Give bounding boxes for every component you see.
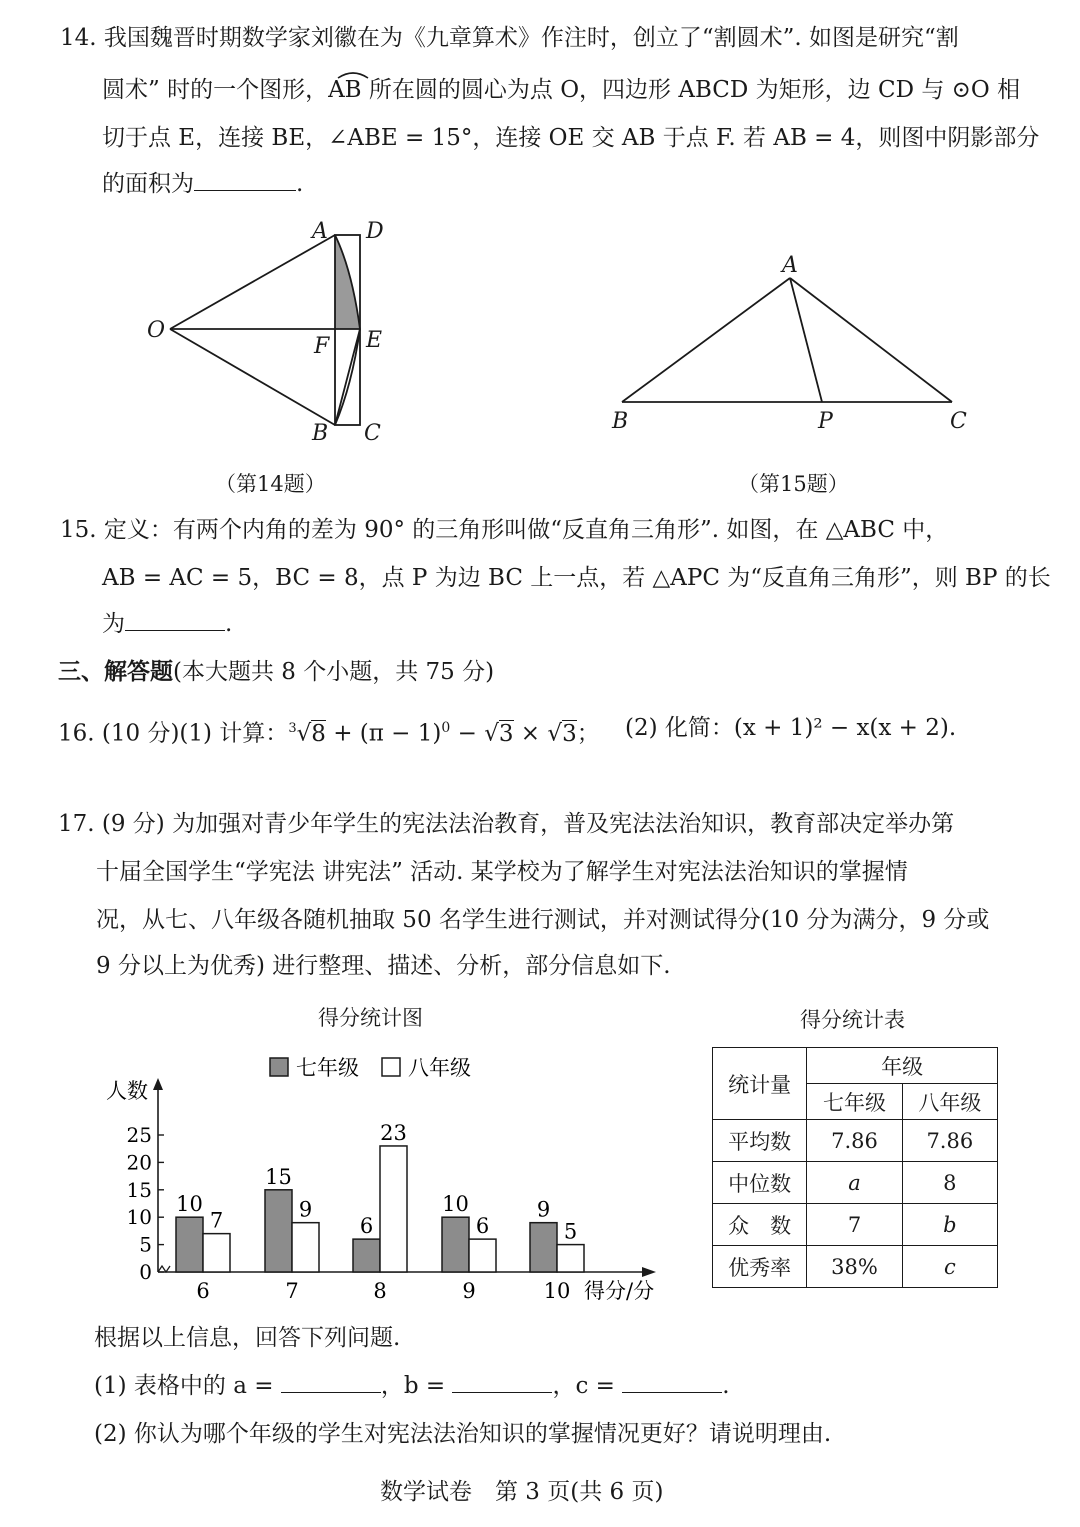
- segment-ap: [790, 278, 822, 402]
- label-d: D: [366, 219, 384, 244]
- cell-g8: 8: [902, 1162, 997, 1204]
- bar-value-label: 9: [298, 1197, 313, 1222]
- q15-answer-blank: [125, 605, 225, 631]
- q14-line-4-text: 的面积为: [102, 171, 194, 197]
- q17-line-1: 17. (9 分) 为加强对青少年学生的宪法法治教育，普及宪法法治知识，教育部决定举办第: [58, 811, 955, 837]
- cell-g7: 7.86: [807, 1120, 902, 1162]
- q14-line-4: [102, 164, 303, 204]
- y-tick-label: 20: [126, 1150, 152, 1175]
- q15-line-3: [102, 604, 232, 644]
- answer-blank-a: [281, 1367, 381, 1393]
- arc-mark: [336, 68, 370, 80]
- q16-prefix: 16. (10 分)(1) 计算：: [58, 720, 289, 747]
- row-label: 众 数: [713, 1204, 807, 1246]
- label-o: O: [147, 318, 166, 343]
- section-3-heading: [58, 652, 494, 692]
- table-corner: 统计量: [713, 1048, 807, 1120]
- q14-answer-blank: [194, 165, 296, 191]
- y-tick-label: 5: [139, 1232, 152, 1257]
- bar-value-label: 23: [380, 1120, 407, 1145]
- q17-line-4: 9 分以上为优秀) 进行整理、描述、分析，部分信息如下.: [96, 953, 671, 979]
- col-grade8: 八年级: [902, 1084, 997, 1120]
- bar-value-label: 7: [209, 1208, 224, 1233]
- section-3-note: (本大题共 8 个小题，共 75 分): [173, 659, 495, 685]
- radicand-3a: 3: [498, 720, 514, 747]
- figure-15: [600, 250, 990, 440]
- q14-line-2: 圆术” 时的一个图形，AB 所在圆的圆心为点 O，四边形 ABCD 为矩形，边 CD 与 ⊙O 相: [102, 77, 1021, 103]
- segment-ob: [170, 329, 335, 425]
- q16-semicolon: ；: [576, 720, 600, 747]
- bar-value-label: 10: [176, 1192, 203, 1217]
- cell-g8: b: [902, 1204, 997, 1246]
- bar-grade8-9: [469, 1239, 496, 1272]
- y-axis-label: 人数: [106, 1079, 148, 1103]
- q16-line: [58, 708, 600, 754]
- legend-swatch-grade7: [270, 1058, 288, 1076]
- q14-line-4-end: .: [296, 171, 304, 197]
- bar-value-label: 6: [359, 1214, 374, 1239]
- y-tick-label: 0: [139, 1260, 152, 1284]
- x-tick-label: 8: [373, 1279, 387, 1303]
- cube-root-index: 3: [288, 721, 297, 736]
- bar-grade8-8: [380, 1146, 407, 1272]
- q15-line-3-text: 为: [102, 611, 125, 637]
- legend-label-grade8: 八年级: [408, 1056, 471, 1080]
- label-a15: A: [782, 253, 798, 278]
- label-b: B: [312, 421, 329, 446]
- q14-line-3: 切于点 E，连接 BE，∠ABE = 15°，连接 OE 交 AB 于点 F. 若 AB = 4，则图中阴影部分: [102, 125, 1040, 151]
- segment-oa: [170, 235, 335, 329]
- cell-g7: 7: [807, 1204, 902, 1246]
- label-a: A: [312, 219, 328, 244]
- bar-value-label: 6: [475, 1214, 490, 1239]
- legend-label-grade7: 七年级: [296, 1056, 359, 1080]
- label-c: C: [364, 421, 381, 446]
- bar-grade7-9: [442, 1217, 469, 1272]
- shaded-region: [335, 235, 360, 329]
- bar-grade8-10: [557, 1245, 584, 1272]
- table-title: 得分统计表: [800, 1008, 905, 1032]
- cell-g7: 38%: [807, 1246, 902, 1288]
- radical-icon: √: [547, 720, 563, 747]
- bar-grade7-8: [353, 1239, 380, 1272]
- segment-ac: [790, 278, 952, 402]
- q17-line-3: 况，从七、八年级各随机抽取 50 名学生进行测试，并对测试得分(10 分为满分，9 分或: [96, 907, 990, 933]
- table-row: [713, 1204, 998, 1246]
- y-tick-label: 10: [126, 1205, 152, 1230]
- bar-grade8-6: [203, 1234, 230, 1272]
- y-tick-label: 25: [126, 1123, 152, 1147]
- score-bar-chart: [90, 1040, 670, 1310]
- q15-line-2: AB = AC = 5，BC = 8，点 P 为边 BC 上一点，若 △APC 为“反直角三角形”，则 BP 的长: [102, 565, 1051, 591]
- legend-swatch-grade8: [382, 1058, 400, 1076]
- bar-value-label: 9: [536, 1197, 551, 1222]
- row-label: 中位数: [713, 1162, 807, 1204]
- label-b15: B: [612, 409, 629, 434]
- x-tick-label: 10: [543, 1279, 571, 1303]
- label-p15: P: [818, 409, 833, 434]
- figure-14: [140, 215, 400, 455]
- chart-title: 得分统计图: [318, 1006, 423, 1030]
- bar-grade7-7: [265, 1190, 292, 1272]
- bar-grade7-6: [176, 1217, 203, 1272]
- q17-line-2: 十届全国学生“学宪法 讲宪法” 活动. 某学校为了解学生对宪法法治知识的掌握情: [96, 859, 908, 885]
- q17-sub-1-c: ，c =: [552, 1373, 623, 1399]
- table-row: [713, 1120, 998, 1162]
- y-tick-label: 15: [126, 1177, 152, 1202]
- y-axis-arrow: [153, 1078, 163, 1090]
- q17-sub-1-end: .: [722, 1373, 730, 1399]
- bar-value-label: 15: [265, 1164, 292, 1189]
- cell-g8: c: [902, 1246, 997, 1288]
- q17-intro: 根据以上信息，回答下列问题.: [94, 1325, 401, 1351]
- row-label: 优秀率: [713, 1246, 807, 1288]
- q17-sub-2: (2) 你认为哪个年级的学生对宪法法治知识的掌握情况更好？请说明理由.: [94, 1421, 832, 1447]
- radicand-8: 8: [311, 720, 326, 747]
- x-tick-label: 9: [462, 1279, 476, 1303]
- section-3-title: 三、解答题: [58, 658, 173, 685]
- bar-grade8-7: [292, 1223, 319, 1272]
- table-row: [713, 1246, 998, 1288]
- bar-value-label: 10: [442, 1192, 469, 1217]
- label-f: F: [314, 334, 330, 359]
- caption-15: （第15题）: [738, 472, 849, 496]
- label-e: E: [366, 328, 383, 353]
- segment-be: [335, 329, 360, 425]
- q17-sub-1: [94, 1366, 730, 1406]
- stats-table: [712, 1047, 998, 1288]
- x-axis-arrow: [642, 1267, 656, 1277]
- q17-sub-1-b: ，b =: [380, 1373, 453, 1399]
- x-tick-label: 7: [285, 1279, 299, 1303]
- q16-minus: −: [450, 720, 485, 747]
- q16-part-2: (2) 化简：(x + 1)² − x(x + 2).: [625, 715, 957, 741]
- col-grade7: 七年级: [807, 1084, 902, 1120]
- label-c15: C: [950, 409, 967, 434]
- q17-sub-1-prefix: (1) 表格中的 a =: [94, 1373, 281, 1399]
- q16-times: ×: [513, 720, 548, 747]
- page-footer: 数学试卷 第 3 页(共 6 页): [380, 1479, 664, 1505]
- answer-blank-c: [622, 1367, 722, 1393]
- caption-14: （第14题）: [215, 472, 326, 496]
- cell-g7: a: [807, 1162, 902, 1204]
- bar-grade7-10: [530, 1223, 557, 1272]
- radical-icon: √: [484, 720, 499, 747]
- q15-line-1: 15. 定义：有两个内角的差为 90° 的三角形叫做“反直角三角形”. 如图，在 △ABC 中，: [60, 517, 949, 543]
- table-group-header: 年级: [807, 1048, 998, 1084]
- bar-value-label: 5: [563, 1219, 578, 1244]
- x-tick-label: 6: [196, 1279, 210, 1303]
- radical-icon: √: [296, 720, 312, 747]
- segment-ab: [622, 278, 790, 402]
- exponent-0: 0: [441, 720, 451, 736]
- q16-expr-mid: + (π − 1): [333, 720, 442, 747]
- q15-line-3-end: .: [225, 611, 233, 637]
- x-axis-label: 得分/分: [584, 1279, 655, 1303]
- cell-g8: 7.86: [902, 1120, 997, 1162]
- axis-break: [158, 1266, 170, 1272]
- answer-blank-b: [452, 1367, 552, 1393]
- table-row: [713, 1162, 998, 1204]
- row-label: 平均数: [713, 1120, 807, 1162]
- q14-line-1: 14. 我国魏晋时期数学家刘徽在为《九章算术》作注时，创立了“割圆术”. 如图是研究“割: [60, 25, 959, 51]
- radicand-3b: 3: [562, 720, 577, 747]
